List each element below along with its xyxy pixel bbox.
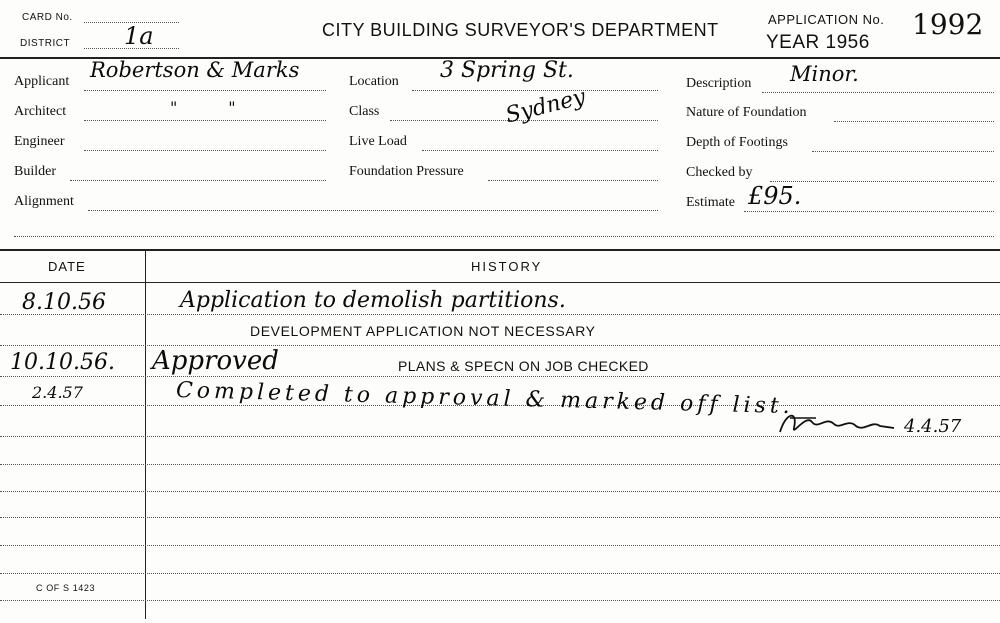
alignment-line: [88, 210, 658, 211]
signature: [776, 408, 896, 438]
estimate-value: £95.: [748, 182, 802, 210]
row-rule: [0, 600, 1000, 601]
entry-handwritten: Completed to approval & marked off list.: [175, 378, 795, 420]
foundation-pressure-label: Foundation Pressure: [349, 164, 464, 179]
form-code: C OF S 1423: [36, 583, 96, 593]
entry-stamp: DEVELOPMENT APPLICATION NOT NECESSARY: [250, 323, 596, 339]
application-no-value: 1992: [912, 8, 984, 41]
entry-date: 10.10.56.: [10, 350, 115, 375]
row-rule: [0, 545, 1000, 546]
signature-date: 4.4.57: [904, 416, 962, 437]
applicant-value: Robertson & Marks: [90, 58, 300, 82]
date-column-divider: [145, 251, 146, 619]
depth-of-footings-label: Depth of Footings: [686, 135, 788, 150]
row-rule: [0, 573, 1000, 574]
row-rule: [0, 464, 1000, 465]
entry-date: 8.10.56: [22, 290, 106, 315]
foundation-pressure-line: [488, 180, 658, 181]
section-dotted-rule: [14, 236, 994, 237]
estimate-label: Estimate: [686, 195, 735, 210]
location-label: Location: [349, 74, 399, 89]
class-label: Class: [349, 104, 380, 119]
nature-of-foundation-label: Nature of Foundation: [686, 105, 807, 120]
estimate-line: [744, 211, 994, 212]
architect-label: Architect: [14, 104, 67, 119]
application-no-label: APPLICATION No.: [768, 12, 885, 27]
depth-of-footings-line: [812, 151, 994, 152]
row-rule: [0, 314, 1000, 315]
history-column-header: HISTORY: [471, 259, 543, 274]
year-label: YEAR 1956: [766, 32, 870, 53]
builder-label: Builder: [14, 164, 56, 179]
description-value: Minor.: [790, 62, 859, 86]
row-rule: [0, 376, 1000, 377]
district-value: 1a: [124, 22, 154, 50]
engineer-line: [84, 150, 326, 151]
location-value-line2: Sydney: [503, 84, 589, 129]
alignment-label: Alignment: [14, 194, 74, 209]
nature-of-foundation-line: [834, 121, 994, 122]
row-rule: [0, 517, 1000, 518]
architect-value: " ": [170, 98, 236, 117]
applicant-label: Applicant: [14, 74, 70, 89]
checked-by-line: [770, 181, 994, 182]
entry-date: 2.4.57: [32, 383, 83, 402]
live-load-label: Live Load: [349, 134, 407, 149]
department-title: CITY BUILDING SURVEYOR'S DEPARTMENT: [322, 20, 719, 40]
card-no-label: CARD No.: [22, 12, 73, 23]
description-line: [762, 92, 994, 93]
district-label: DISTRICT: [20, 38, 71, 49]
checked-by-label: Checked by: [686, 165, 753, 180]
history-header-rule: [0, 282, 1000, 283]
engineer-label: Engineer: [14, 134, 65, 149]
row-rule: [0, 345, 1000, 346]
architect-line: [84, 120, 326, 121]
applicant-line: [84, 90, 326, 91]
builder-line: [70, 180, 326, 181]
entry-handwritten: Application to demolish partitions.: [180, 288, 566, 313]
date-column-header: DATE: [48, 259, 86, 274]
row-rule: [0, 491, 1000, 492]
live-load-line: [422, 150, 658, 151]
location-value: 3 Spring St.: [440, 58, 574, 83]
history-top-rule: [0, 249, 1000, 251]
entry-stamp: PLANS & SPECN ON JOB CHECKED: [398, 358, 649, 374]
entry-handwritten: Approved: [152, 346, 279, 376]
location-line: [412, 90, 658, 91]
description-label: Description: [686, 76, 752, 91]
